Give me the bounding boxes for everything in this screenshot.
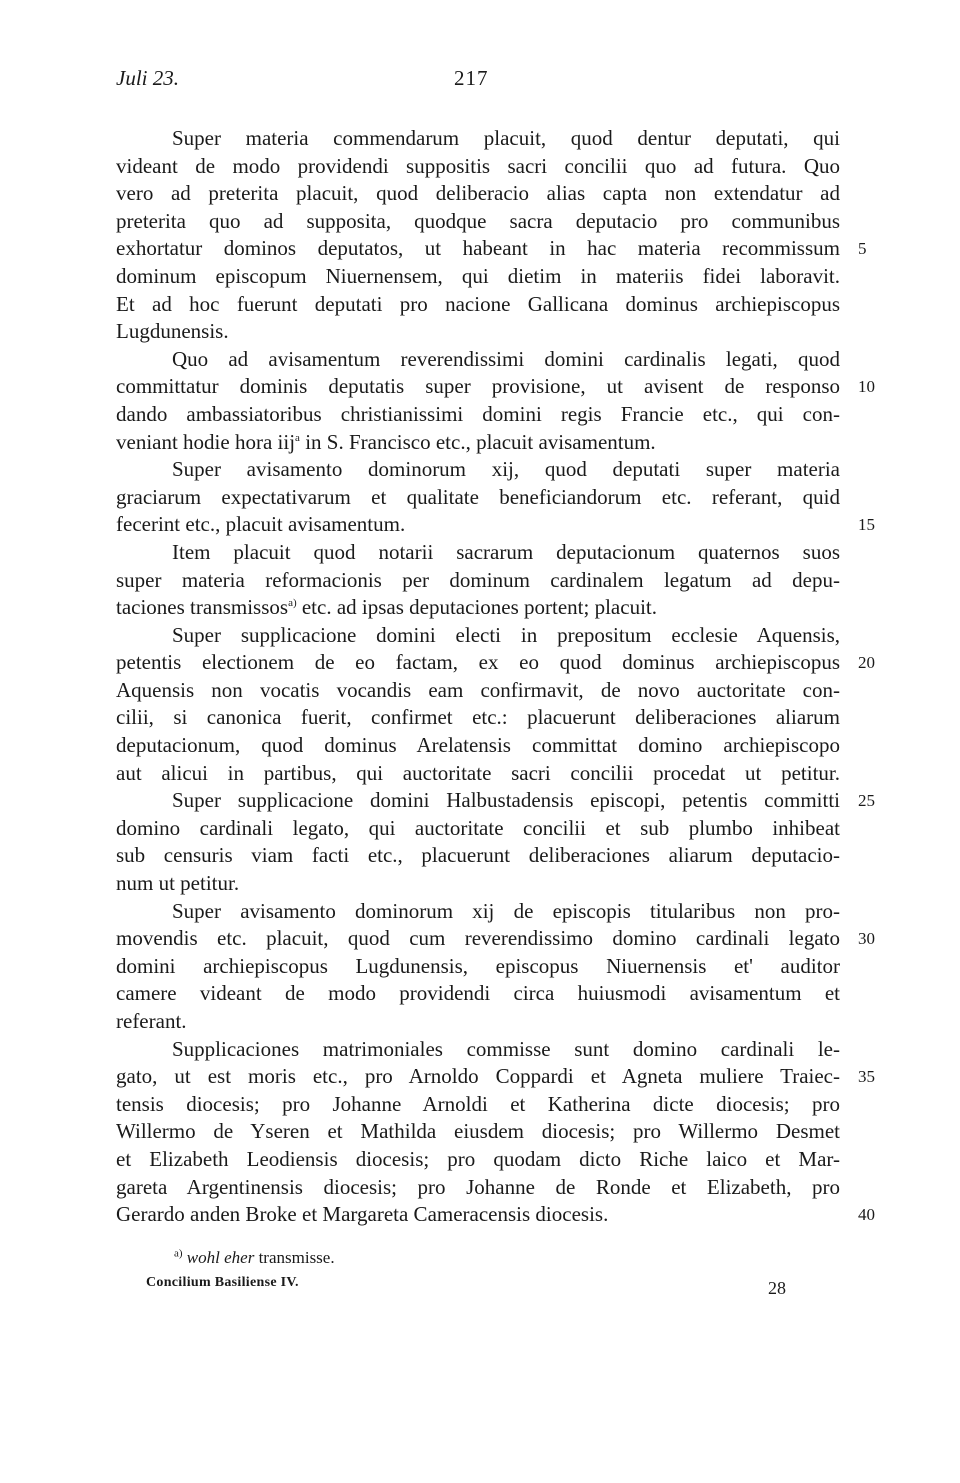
- text-line: [116, 1201, 875, 1229]
- text-line: [116, 649, 875, 677]
- line-text: camere videant de modo providendi circa huiusmodi avisamentum et: [116, 981, 840, 1006]
- text-line: [116, 263, 840, 291]
- line-text: Item placuit quod notarii sacrarum deputacionum quaternos suos: [172, 539, 840, 564]
- line-text: Willermo de Yseren et Mathilda eiusdem diocesis; pro Willermo Desmet: [116, 1119, 840, 1144]
- text-line: [116, 622, 840, 650]
- text-line: [116, 898, 840, 926]
- footnote-reference: a): [288, 597, 297, 610]
- text-line: [116, 953, 840, 981]
- line-text: Aquensis non vocatis vocandis eam confirmavit, de novo auctoritate con-: [116, 677, 840, 702]
- line-text: tensis diocesis; pro Johanne Arnoldi et Katherina dicte diocesis; pro: [116, 1091, 840, 1116]
- line-text: gareta Argentinensis diocesis; pro Johanne de Ronde et Elizabeth, pro: [116, 1174, 840, 1199]
- line-text: vero ad preterita placuit, quod deliberacio alias capta non extendatur ad: [116, 181, 840, 206]
- series-title: Concilium Basiliense IV.: [146, 1275, 299, 1290]
- line-text: graciarum expectativarum et qualitate beneficiandorum etc. referant, quid: [116, 484, 840, 509]
- line-text: petentis electionem de eo factam, ex eo quod dominus archiepiscopus: [116, 650, 840, 675]
- text-line: [116, 732, 840, 760]
- line-text: Quo ad avisamentum reverendissimi domini cardinalis legati, quod: [172, 346, 840, 371]
- line-text: referant.: [116, 1009, 187, 1033]
- text-line: [116, 429, 840, 457]
- line-text: deputacionum, quod dominus Arelatensis committat domino archiepiscopo: [116, 733, 840, 758]
- running-head: Juli 23.: [116, 66, 179, 90]
- text-line: [116, 318, 840, 346]
- page-header: [116, 66, 840, 96]
- text-line: [116, 925, 875, 953]
- text-body: [116, 125, 875, 1229]
- line-text: Super materia commendarum placuit, quod dentur deputati, qui: [172, 126, 840, 150]
- text-line: [116, 1063, 875, 1091]
- text-line: [116, 677, 840, 705]
- page-footer: [146, 1275, 806, 1297]
- margin-line-number: 15: [858, 515, 875, 535]
- margin-line-number: 25: [858, 791, 875, 811]
- text-line: [116, 594, 840, 622]
- text-line: [116, 1036, 840, 1064]
- text-line: [116, 1008, 840, 1036]
- line-text: domini archiepiscopus Lugdunensis, episcopus Niuernensis et' auditor: [116, 953, 840, 978]
- text-line: [116, 567, 840, 595]
- line-text: fecerint etc., placuit avisamentum.: [116, 512, 406, 537]
- line-text: committatur dominis deputatis super provisione, ut avisent de responso: [116, 374, 840, 399]
- line-text: taciones transmissos: [116, 595, 289, 620]
- footnote: [174, 1248, 335, 1268]
- margin-line-number: 20: [858, 653, 875, 673]
- text-line: [116, 1091, 840, 1119]
- line-text: Super supplicacione domini Halbustadensis episcopi, petentis committi: [172, 788, 840, 813]
- margin-line-number: 10: [858, 377, 875, 397]
- line-text-continued: etc. ad ipsas deputaciones portent; placuit.: [296, 595, 657, 620]
- line-text: dando ambassiatoribus christianissimi domini regis Francie etc., qui con-: [116, 401, 840, 426]
- line-text: cilii, si canonica fuerit, confirmet etc.: placuerunt deliberaciones aliarum: [116, 705, 840, 730]
- line-text: Lugdunensis.: [116, 319, 229, 344]
- text-line: [116, 208, 840, 236]
- line-text: Super supplicacione domini electi in prepositum ecclesie Aquensis,: [172, 622, 840, 647]
- line-text: aut alicui in partibus, qui auctoritate sacri concilii procedat ut petitur.: [116, 760, 840, 785]
- footnote-text: transmisse.: [254, 1248, 335, 1267]
- line-text: Super avisamento dominorum xij, quod deputati super materia: [172, 457, 840, 482]
- text-line: [116, 1118, 840, 1146]
- text-line: [116, 511, 875, 539]
- line-text: gato, ut est moris etc., pro Arnoldo Coppardi et Agneta muliere Traiec-: [116, 1064, 840, 1089]
- text-line: [116, 401, 840, 429]
- line-text: veniant hodie hora iij: [116, 429, 296, 454]
- text-line: [116, 180, 840, 208]
- line-text: domino cardinali legato, qui auctoritate concilii et sub plumbo inhibeat: [116, 815, 840, 840]
- line-text-continued: in S. Francisco etc., placuit avisamentum.: [299, 429, 656, 454]
- text-line: [116, 235, 867, 263]
- text-line: [116, 346, 840, 374]
- margin-line-number: 5: [858, 239, 867, 259]
- text-line: [116, 373, 875, 401]
- line-text: num ut petitur.: [116, 871, 240, 896]
- line-text: videant de modo providendi suppositis sacri concilii quo ad futura. Quo: [116, 153, 840, 178]
- text-line: [116, 153, 840, 181]
- text-line: [116, 291, 840, 319]
- text-line: [116, 125, 840, 153]
- page-number: 217: [454, 66, 489, 90]
- text-line: [116, 842, 840, 870]
- text-line: [116, 870, 840, 898]
- footnote-emphasis: wohl eher: [186, 1248, 255, 1267]
- text-line: [116, 456, 840, 484]
- text-line: [116, 1146, 840, 1174]
- line-text: Supplicaciones matrimoniales commisse sunt domino cardinali le-: [172, 1036, 840, 1061]
- line-text: sub censuris viam facti etc., placuerunt deliberaciones aliarum deputacio-: [116, 843, 840, 868]
- text-line: [116, 484, 840, 512]
- signature-mark: 28: [768, 1278, 786, 1298]
- text-line: [116, 1174, 840, 1202]
- line-text: Gerardo anden Broke et Margareta Cameracensis diocesis.: [116, 1202, 609, 1227]
- line-text: et Elizabeth Leodiensis diocesis; pro quodam dicto Riche laico et Mar-: [116, 1146, 840, 1171]
- line-text: dominum episcopum Niuernensem, qui dietim in materiis fidei laboravit.: [116, 263, 840, 288]
- text-line: [116, 787, 875, 815]
- margin-line-number: 30: [858, 929, 875, 949]
- text-line: [116, 704, 840, 732]
- footnote-reference: a: [295, 431, 300, 444]
- line-text: movendis etc. placuit, quod cum reverendissimo domino cardinali legato: [116, 926, 840, 951]
- text-line: [116, 539, 840, 567]
- text-line: [116, 815, 840, 843]
- margin-line-number: 35: [858, 1067, 875, 1087]
- line-text: Et ad hoc fuerunt deputati pro nacione Gallicana dominus archiepiscopus: [116, 291, 840, 316]
- line-text: exhortatur dominos deputatos, ut habeant in hac materia recommissum: [116, 236, 840, 261]
- line-text: preterita quo ad supposita, quodque sacra deputacio pro communibus: [116, 208, 840, 233]
- margin-line-number: 40: [858, 1205, 875, 1225]
- footnote-marker: a): [174, 1247, 183, 1260]
- text-line: [116, 760, 840, 788]
- line-text: Super avisamento dominorum xij de episcopis titularibus non pro-: [172, 898, 840, 923]
- line-text: super materia reformacionis per dominum cardinalem legatum ad depu-: [116, 567, 840, 592]
- text-line: [116, 980, 840, 1008]
